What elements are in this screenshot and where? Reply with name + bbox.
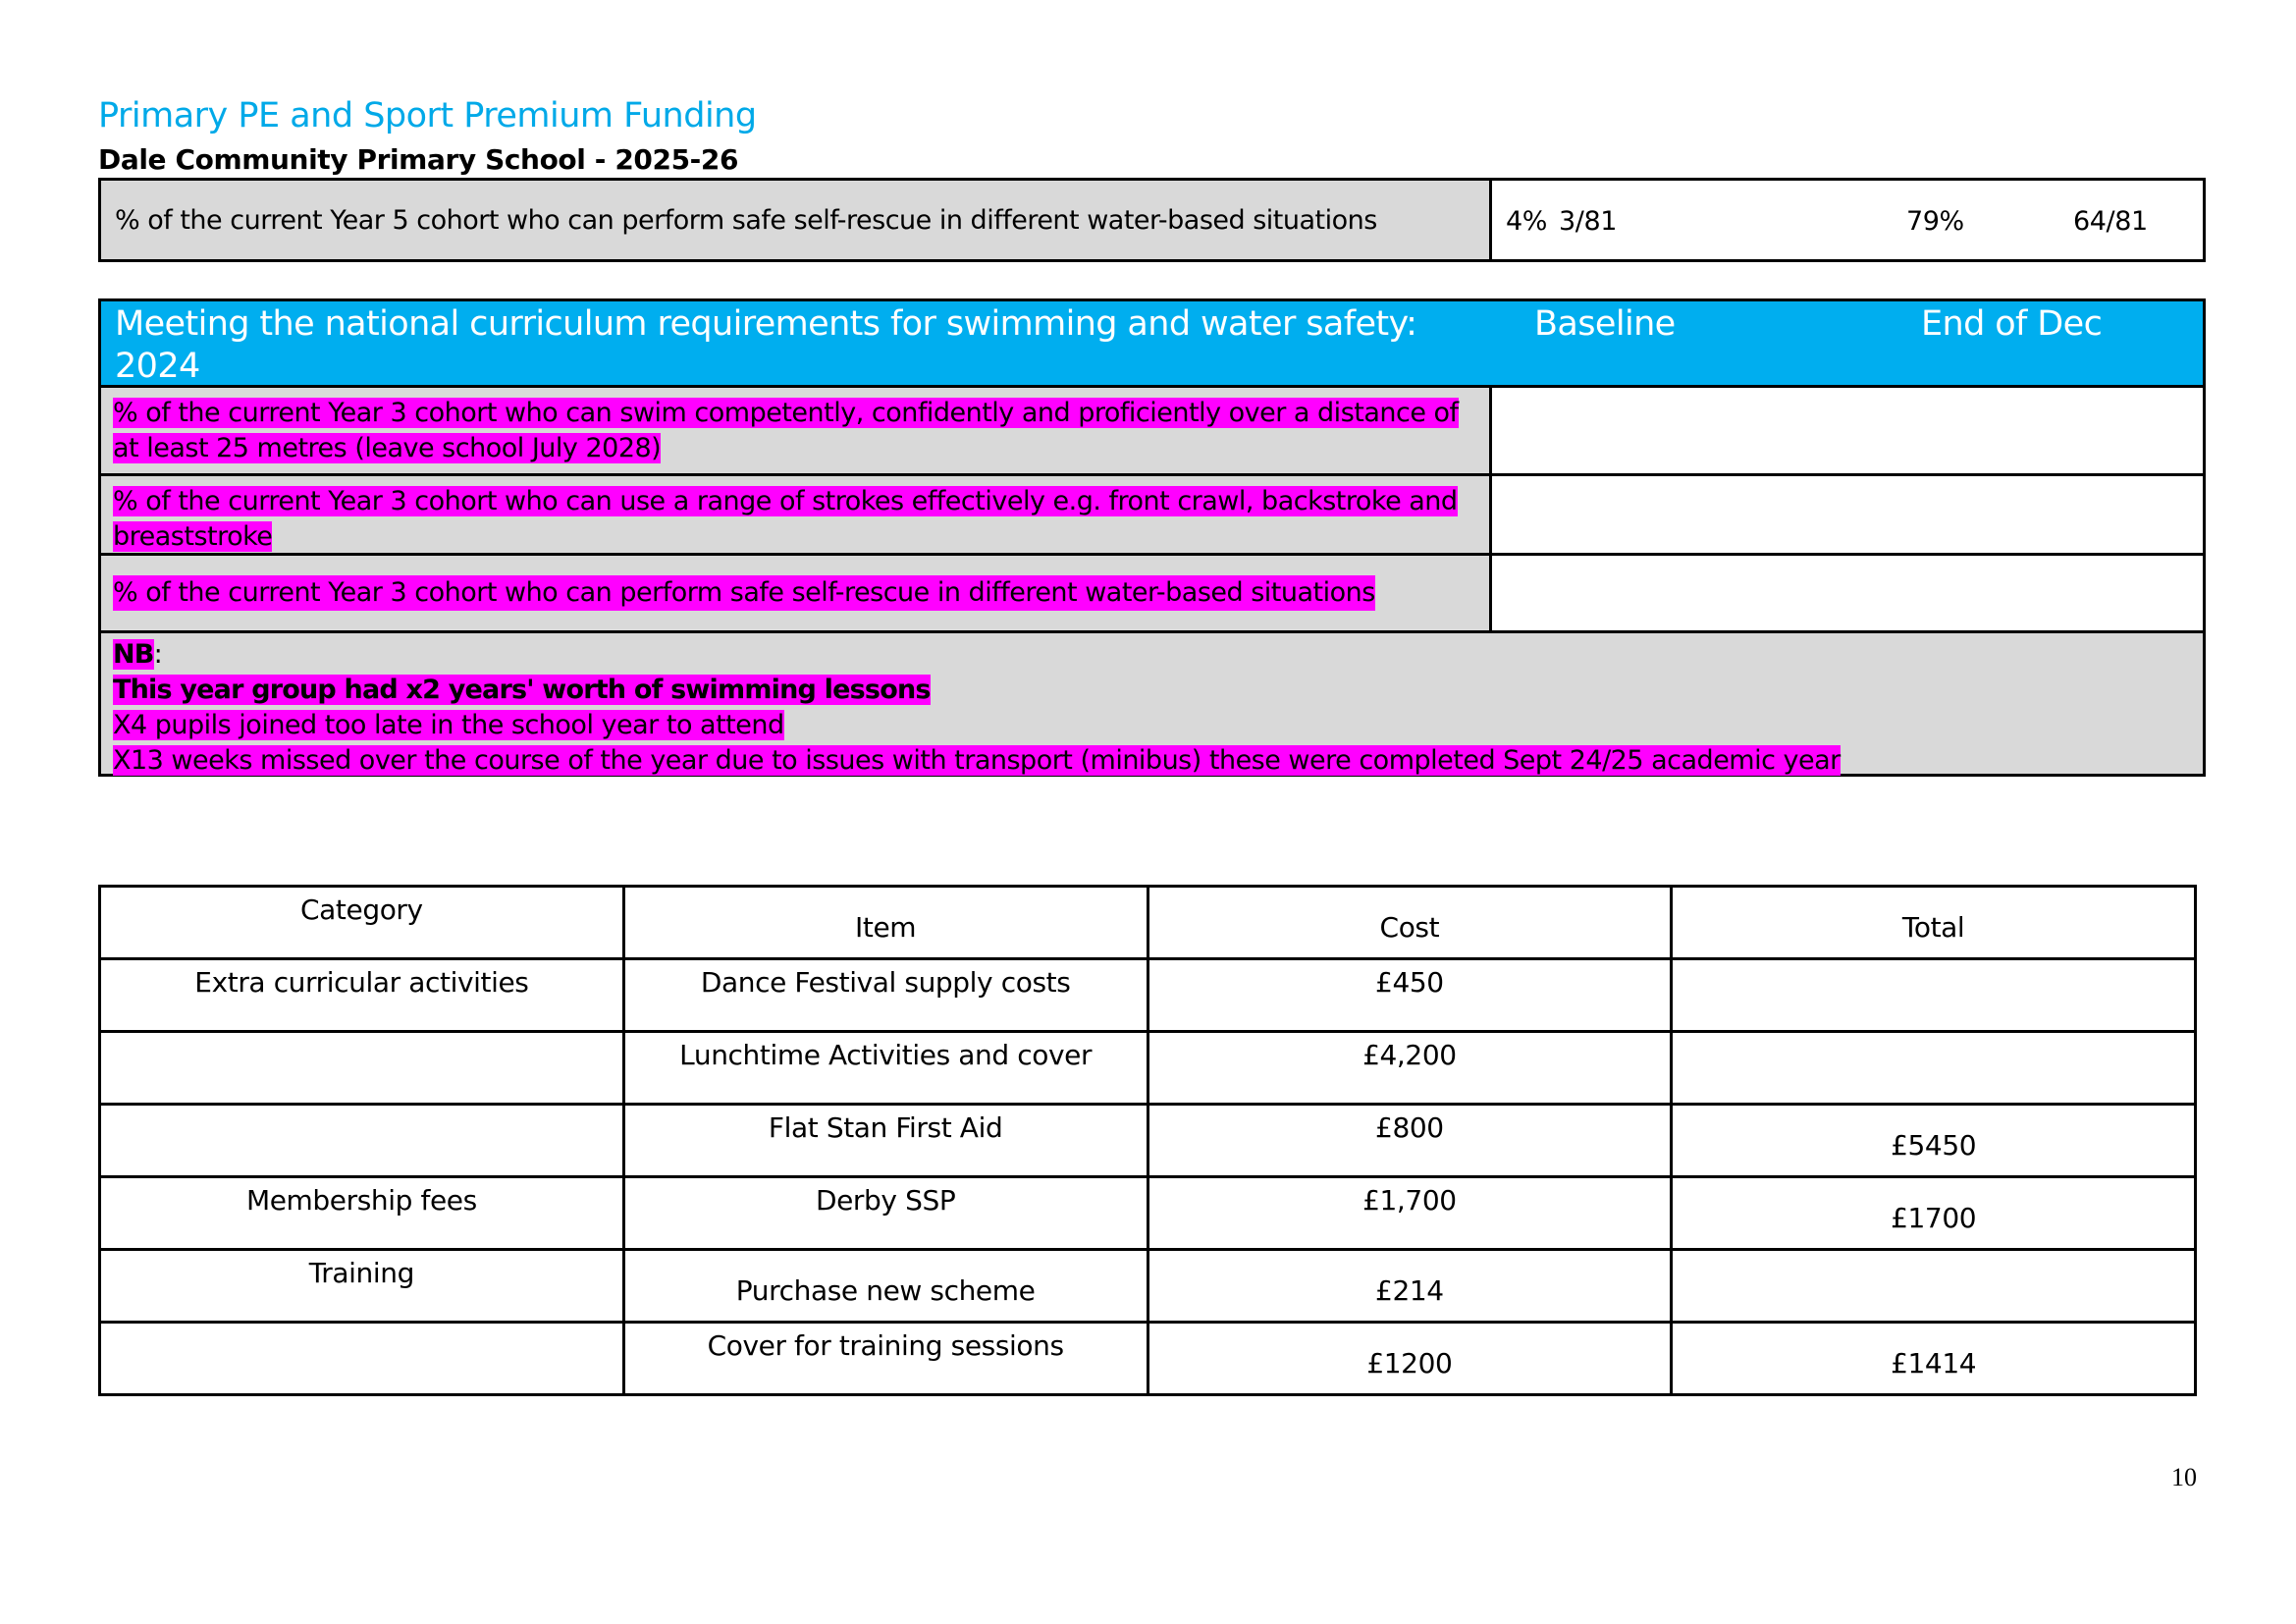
item-cell: Derby SSP bbox=[623, 1177, 1148, 1250]
cost-cell: £450 bbox=[1148, 959, 1672, 1032]
curriculum-header-baseline: Baseline bbox=[1534, 304, 1676, 344]
table-row bbox=[101, 556, 2203, 633]
answer-cell bbox=[1492, 388, 2203, 473]
category-cell: Training bbox=[100, 1250, 624, 1323]
question-text: % of the current Year 3 cohort who can perform safe self-rescue in different water-based situations bbox=[113, 575, 1375, 611]
item-cell: Flat Stan First Aid bbox=[623, 1105, 1148, 1177]
nb-colon: : bbox=[153, 639, 163, 670]
question-cell bbox=[101, 388, 1492, 473]
year5-values bbox=[1492, 181, 2203, 259]
table-row bbox=[100, 1177, 2196, 1250]
question-text: % of the current Year 3 cohort who can swim competently, confidently and proficiently over a distance of at least 25 metres (leave school July 2028) bbox=[113, 398, 1459, 463]
year5-end-pct: 79% bbox=[1906, 206, 1964, 237]
year5-label: % of the current Year 5 cohort who can perform safe self-rescue in different water-based situations bbox=[101, 181, 1492, 259]
page-number: 10 bbox=[2171, 1463, 2197, 1491]
nb-line: X13 weeks missed over the course of the year due to issues with transport (minibus) these were completed Sept 24/25 academic year bbox=[113, 745, 1841, 776]
cost-cell: £4,200 bbox=[1148, 1032, 1672, 1105]
total-cell: £1414 bbox=[1672, 1323, 2196, 1395]
curriculum-header-end: End of Dec bbox=[1921, 304, 2103, 344]
curriculum-table-header bbox=[101, 301, 2203, 388]
table-row bbox=[100, 1032, 2196, 1105]
cost-cell: £214 bbox=[1148, 1250, 1672, 1323]
cost-table bbox=[98, 885, 2197, 1396]
nb-label: NB bbox=[113, 639, 154, 670]
total-cell: £5450 bbox=[1672, 1105, 2196, 1177]
page-subtitle: Dale Community Primary School - 2025-26 bbox=[98, 143, 739, 176]
question-cell bbox=[101, 476, 1492, 553]
cost-cell: £1200 bbox=[1148, 1323, 1672, 1395]
answer-cell bbox=[1492, 476, 2203, 553]
column-header-item: Item bbox=[623, 887, 1148, 959]
page-title: Primary PE and Sport Premium Funding bbox=[98, 96, 757, 135]
column-header-total: Total bbox=[1672, 887, 2196, 959]
year5-baseline-count: 3/81 bbox=[1559, 206, 1618, 237]
table-row bbox=[100, 1105, 2196, 1177]
table-row bbox=[100, 1250, 2196, 1323]
question-text: % of the current Year 3 cohort who can use a range of strokes effectively e.g. front crawl, backstroke and breaststroke bbox=[113, 486, 1458, 552]
nb-line: X4 pupils joined too late in the school year to attend bbox=[113, 710, 784, 740]
total-cell bbox=[1672, 959, 2196, 1032]
total-cell bbox=[1672, 1032, 2196, 1105]
item-cell: Cover for training sessions bbox=[623, 1323, 1148, 1395]
table-row bbox=[100, 1323, 2196, 1395]
total-cell bbox=[1672, 1250, 2196, 1323]
table-row bbox=[100, 959, 2196, 1032]
table-row bbox=[101, 388, 2203, 476]
cost-table-header bbox=[100, 887, 2196, 959]
curriculum-table bbox=[98, 298, 2206, 777]
year5-end-count: 64/81 bbox=[2073, 206, 2148, 237]
category-cell bbox=[100, 1323, 624, 1395]
category-cell: Extra curricular activities bbox=[100, 959, 624, 1032]
table-row bbox=[101, 476, 2203, 556]
curriculum-header-title: Meeting the national curriculum requirements for swimming and water safety: 2024 bbox=[115, 304, 1417, 386]
item-cell: Dance Festival supply costs bbox=[623, 959, 1148, 1032]
question-cell bbox=[101, 556, 1492, 630]
year5-self-rescue-row bbox=[98, 178, 2206, 262]
cost-cell: £1,700 bbox=[1148, 1177, 1672, 1250]
year5-baseline-pct: 4% bbox=[1506, 206, 1548, 237]
cost-cell: £800 bbox=[1148, 1105, 1672, 1177]
nb-line: This year group had x2 years' worth of swimming lessons bbox=[113, 675, 931, 705]
answer-cell bbox=[1492, 556, 2203, 630]
category-cell bbox=[100, 1105, 624, 1177]
column-header-category: Category bbox=[100, 887, 624, 959]
category-cell: Membership fees bbox=[100, 1177, 624, 1250]
category-cell bbox=[100, 1032, 624, 1105]
item-cell: Lunchtime Activities and cover bbox=[623, 1032, 1148, 1105]
item-cell: Purchase new scheme bbox=[623, 1250, 1148, 1323]
total-cell: £1700 bbox=[1672, 1177, 2196, 1250]
nb-notes bbox=[101, 633, 2203, 774]
column-header-cost: Cost bbox=[1148, 887, 1672, 959]
